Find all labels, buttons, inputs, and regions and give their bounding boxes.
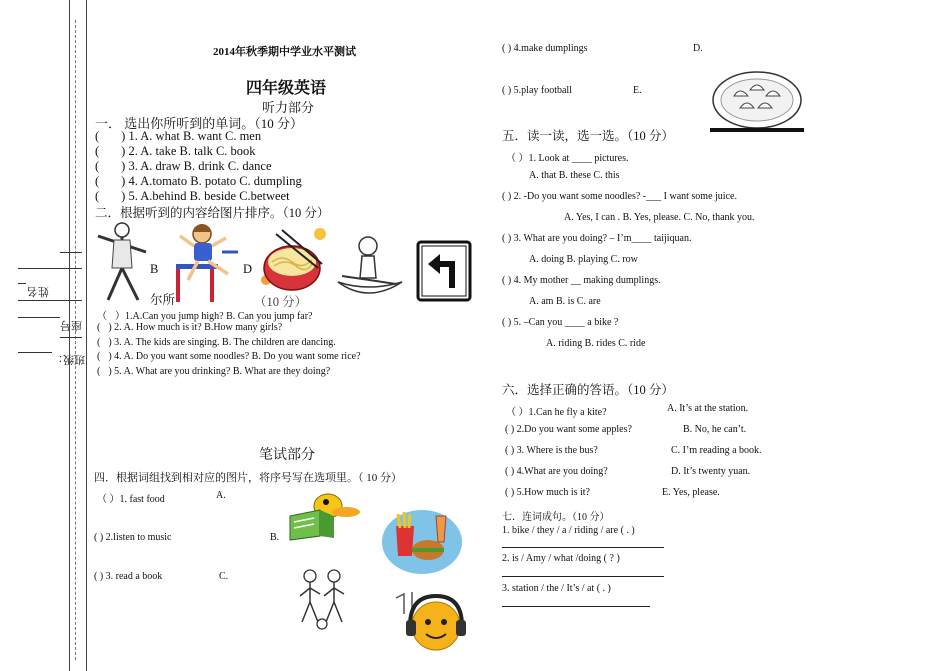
section5-options: A. am B. is C. are	[529, 296, 601, 307]
picture-label-b: B	[150, 262, 159, 276]
section2-heading: 二．根据听到的内容给图片排序。（10 分）	[95, 206, 330, 220]
section4-heading: 四．根据词组找到相对应的图片，将序号写在选项里。（ 10 分）	[94, 472, 402, 484]
margin-rule	[60, 337, 82, 338]
margin-line	[69, 0, 70, 671]
section5-question: ( ) 5. –Can you ____ a bike ?	[502, 317, 619, 328]
cut-line	[75, 20, 76, 660]
taichi-figure-image	[92, 218, 152, 304]
margin-rule	[18, 283, 26, 284]
section4-item: ( ) 3. read a book	[94, 571, 163, 582]
section6-question: ( ) 5.How much is it?	[505, 487, 590, 498]
section6-heading: 六．选择正确的答语。（10 分）	[502, 383, 674, 397]
section4-letter: C.	[219, 571, 229, 582]
overlap-text: 尔所	[150, 293, 176, 307]
section3-item: ( ) 5. A. What are you drinking? B. What are they doing?	[97, 366, 331, 377]
section7-heading: 七．连词成句。（10 分）	[502, 512, 610, 523]
section3-item: ( ) 2. A. How much is it? B.How many girls?	[97, 322, 283, 333]
class-label: 班级：	[52, 353, 85, 365]
section5-question: ( ) 3. What are you doing? – I’m____ taijiquan.	[502, 233, 692, 244]
section6-answer: A. It’s at the station.	[667, 403, 749, 414]
section1-item: ( ) 4. A.tomato B. potato C. dumpling	[95, 174, 302, 188]
section1-item: ( ) 2. A. take B. talk C. book	[95, 144, 256, 158]
margin-rule	[18, 317, 60, 318]
section6-answer: C. I’m reading a book.	[671, 445, 762, 456]
margin-rule	[18, 352, 52, 353]
section6-question: （ ）1.Can he fly a kite?	[506, 407, 607, 418]
section5-question: （ ）1. Look at ____ pictures.	[506, 153, 629, 164]
section5-question: ( ) 2. -Do you want some noodles? -___ I want some juice.	[502, 191, 737, 202]
margin-rule	[18, 300, 82, 301]
picture-label-d: D	[243, 262, 253, 276]
listening-header: 听力部分	[262, 100, 315, 115]
section5-heading: 五．读一读，选一选。（10 分）	[502, 129, 674, 143]
section4-letter: E.	[633, 85, 642, 96]
section4-item: ( ) 5.play football	[502, 85, 572, 96]
seat-label: 座号	[60, 319, 82, 331]
section7-item: 1. bike / they / a / riding / are ( . )	[502, 525, 635, 536]
section6-question: ( ) 3. Where is the bus?	[505, 445, 598, 456]
section4-item: （ ）1. fast food	[97, 494, 165, 505]
reading-book-image	[286, 486, 362, 542]
section4-item: ( ) 4.make dumplings	[502, 43, 588, 54]
section3-item: ( ) 4. A. Do you want some noodles? B. Do you want some rice?	[97, 351, 361, 362]
fast-food-image	[376, 506, 464, 578]
section6-question: ( ) 4.What are you doing?	[505, 466, 608, 477]
section7-item: 2. is / Amy / what /doing ( ? )	[502, 553, 620, 564]
section5-options: A. that B. these C. this	[529, 170, 620, 181]
boat-rowing-image	[332, 232, 408, 304]
section1-item: ( ) 3. A. draw B. drink C. dance	[95, 159, 272, 173]
section1-heading: 一． 选出你所听到的单词。（10 分）	[95, 116, 304, 131]
written-header: 笔试部分	[259, 448, 315, 463]
margin-rule	[18, 268, 82, 269]
section4-letter: D.	[693, 43, 703, 54]
girl-jumping-image	[172, 222, 242, 304]
exam-title: 2014年秋季期中学业水平测试	[213, 46, 356, 58]
section5-options: A. doing B. playing C. row	[529, 254, 638, 265]
answer-line[interactable]	[502, 547, 664, 548]
section3-item: （ ）1.A.Can you jump high? B. Can you jump far?	[97, 311, 313, 322]
section6-answer: D. It’s twenty yuan.	[671, 466, 751, 477]
section7-item: 3. station / the / It’s / at ( . )	[502, 583, 611, 594]
section6-answer: E. Yes, please.	[662, 487, 720, 498]
section4-item: ( ) 2.listen to music	[94, 532, 172, 543]
section4-letter: B.	[270, 532, 280, 543]
section6-answer: B. No, he can’t.	[683, 424, 747, 435]
section5-question: ( ) 4. My mother __ making dumplings.	[502, 275, 661, 286]
section1-item: ( ) 1. A. what B. want C. men	[95, 129, 262, 143]
football-players-image	[296, 566, 348, 630]
turn-left-sign-image	[416, 240, 472, 302]
margin-rule	[60, 252, 82, 253]
dumplings-plate-image	[710, 68, 804, 134]
section1-item: ( ) 5. A.behind B. beside C.betweet	[95, 189, 290, 203]
section4-letter: A.	[216, 490, 226, 501]
section5-options: A. Yes, I can . B. Yes, please. C. No, thank you.	[564, 212, 755, 223]
subject-title: 四年级英语	[246, 80, 327, 97]
noodle-bowl-image	[256, 224, 334, 300]
name-label: 姓名	[27, 285, 49, 297]
answer-line[interactable]	[502, 606, 650, 607]
section3-item: ( ) 3. A. The kids are singing. B. The children are dancing.	[97, 337, 336, 348]
headphones-music-image	[392, 588, 470, 656]
section6-question: ( ) 2.Do you want some apples?	[505, 424, 632, 435]
margin-line-inner	[86, 0, 87, 671]
section5-options: A. riding B. rides C. ride	[546, 338, 646, 349]
answer-line[interactable]	[502, 576, 664, 577]
overlap-score: （10 分）	[254, 295, 308, 309]
